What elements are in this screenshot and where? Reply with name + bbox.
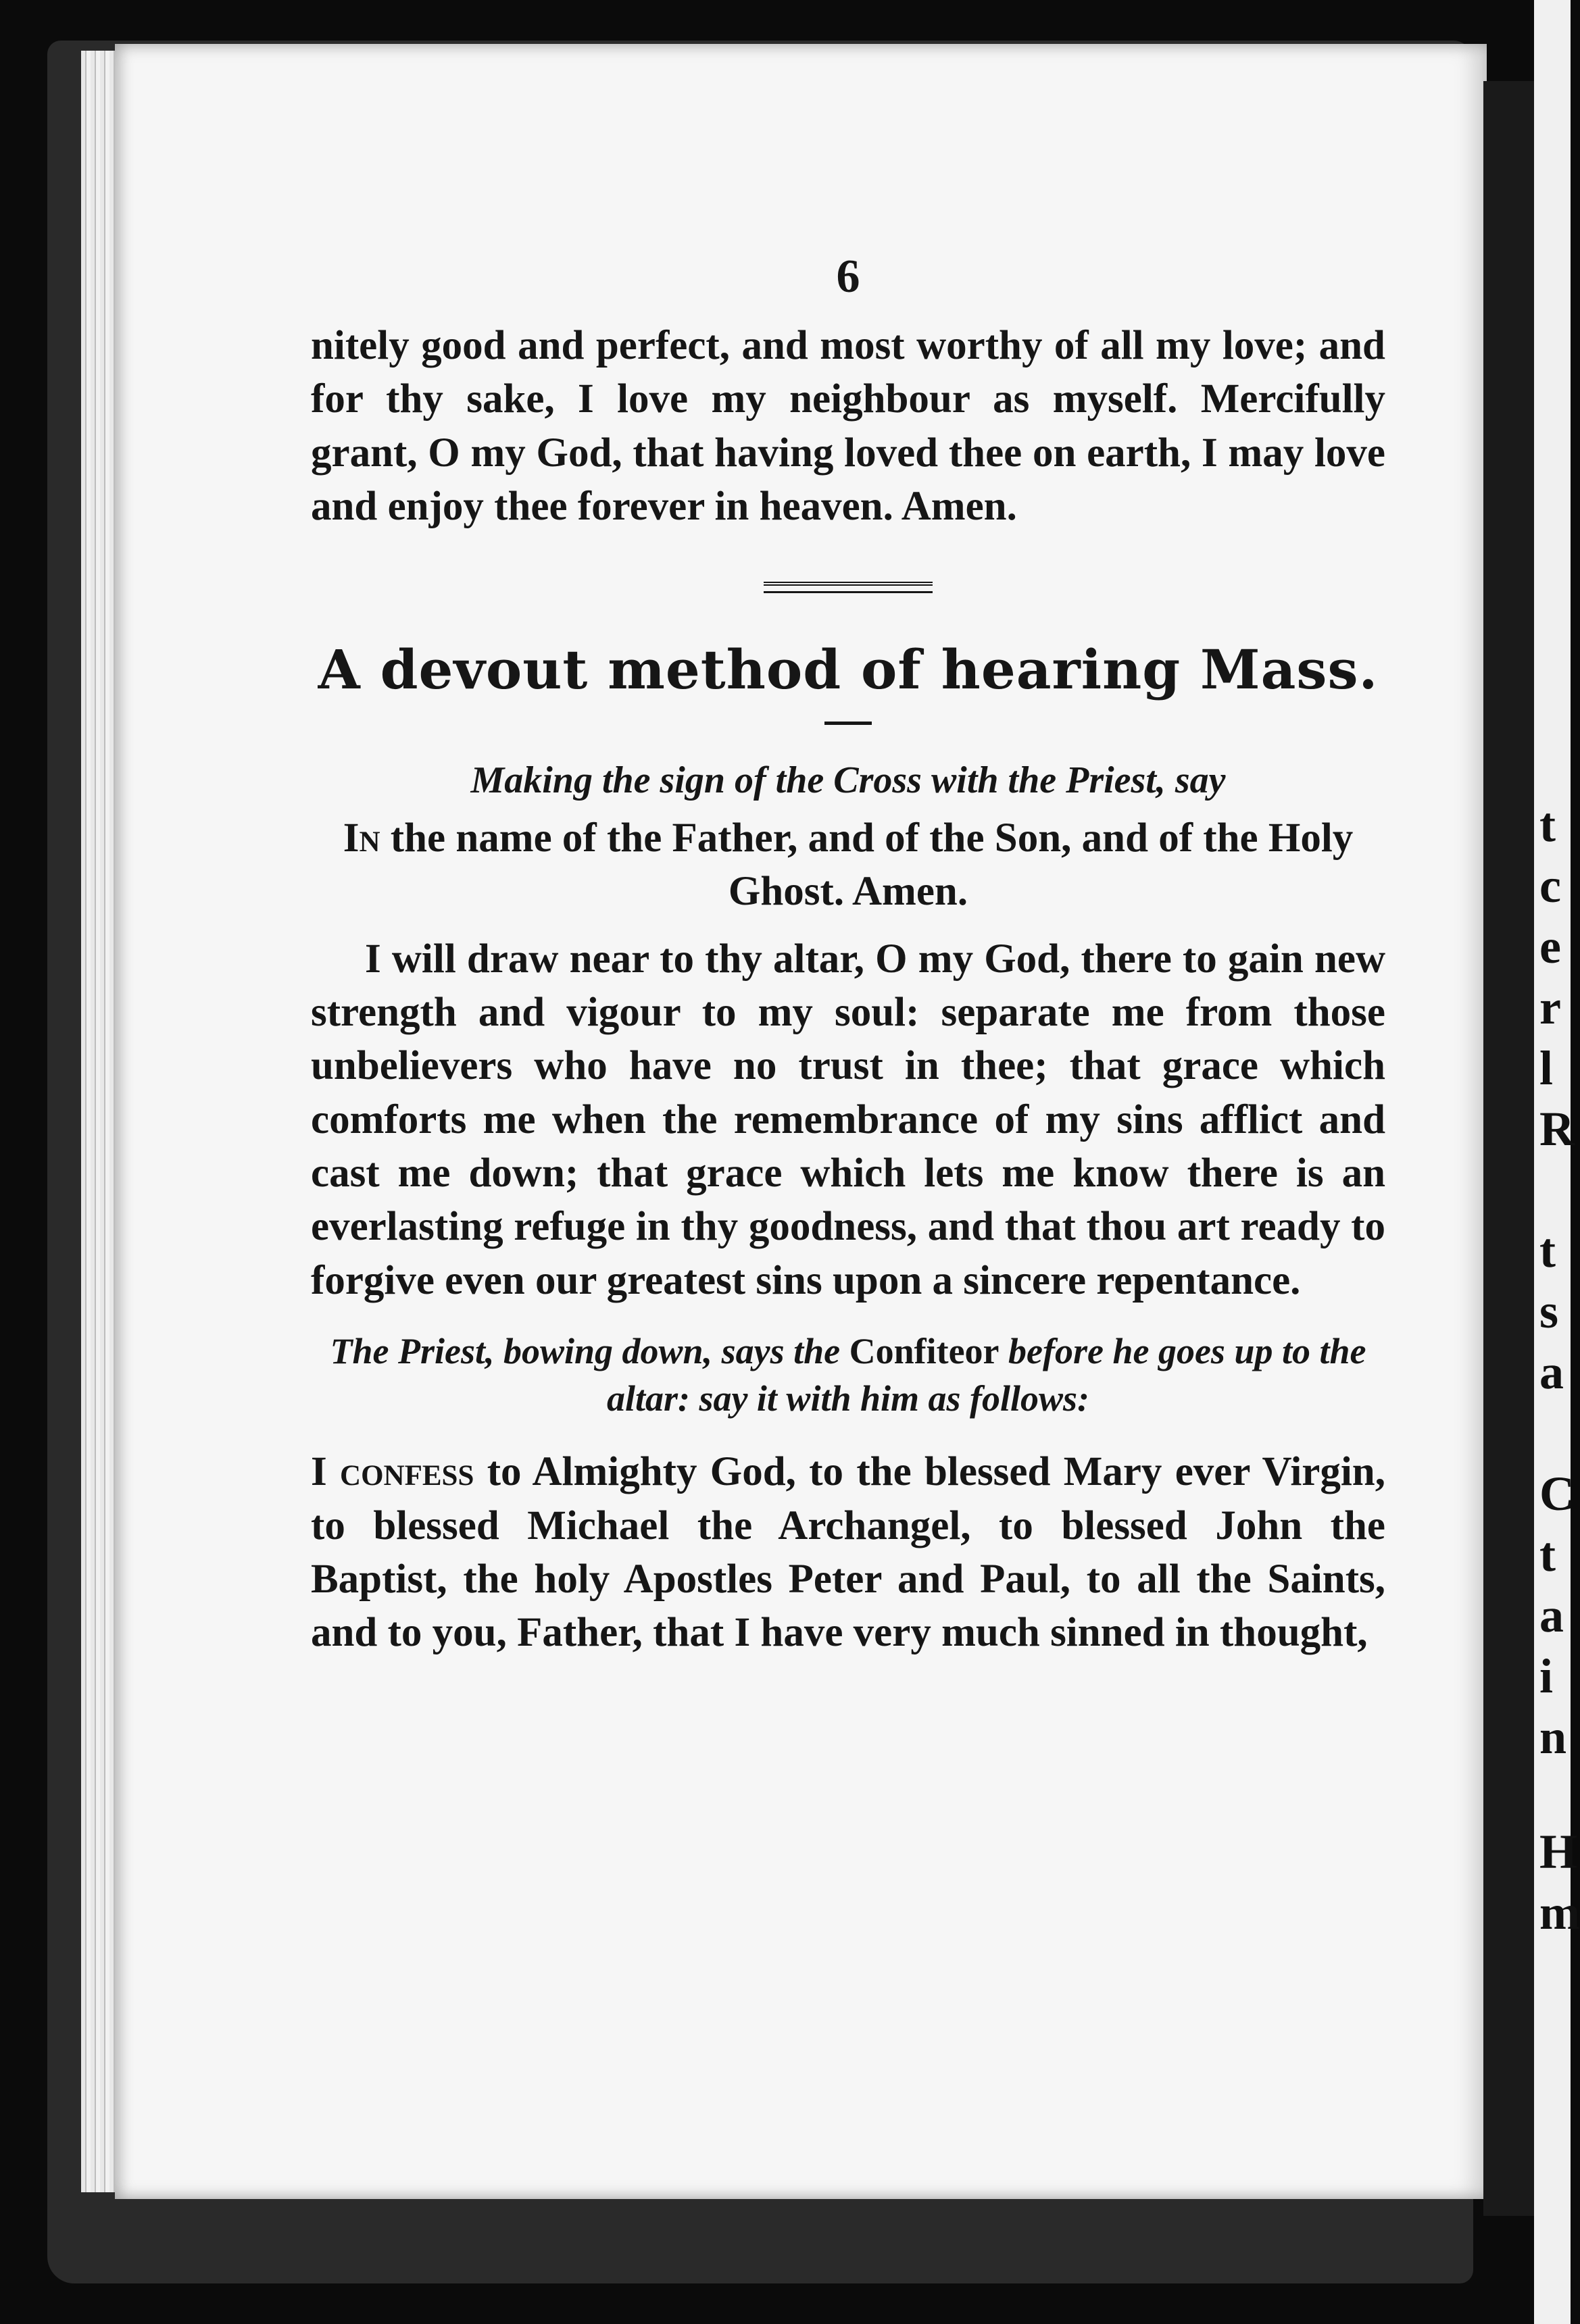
adjacent-letter: c [1539, 859, 1561, 913]
adjacent-letter: a [1539, 1345, 1564, 1399]
rubric-text-before: The Priest, bowing down, says the [330, 1330, 849, 1371]
sign-of-cross-prayer [311, 811, 1385, 919]
rubric-sign-of-cross: Making the sign of the Cross with the Priest, say [470, 759, 1226, 802]
closing-prayer-paragraph: nitely good and perfect, and most worthy of all my love; and for thy sake, I love my neighbour as myself. Mercifully grant, O my God, that having loved thee on earth, I may love and enjoy thee forever in heaven. Amen. [311, 323, 1385, 529]
page-number: 6 [836, 251, 860, 303]
sign-of-cross-text: the name of the Father, and of the Son, and of the Holy Ghost. Amen. [380, 815, 1354, 915]
confiteor-paragraph [311, 1445, 1385, 1659]
adjacent-letter: t [1539, 798, 1556, 852]
rubric-text-after: before he goes up to the altar: say it with him as follows: [606, 1330, 1366, 1419]
adjacent-letter: n [1539, 1710, 1567, 1764]
altar-prayer-paragraph: I will draw near to thy altar, O my God, there to gain new strength and vigour to my soul: separate me from those unbelievers who have no trust in thee; that grace which comforts me when the remembrance of my sins afflict and cast me down; that grace which lets me know there is an everlasting refuge in thy goodness, and that thou art ready to forgive even our greatest sins upon a sincere repentance. [311, 936, 1385, 1303]
adjacent-letter: m [1539, 1886, 1580, 1940]
adjacent-letter: R [1539, 1102, 1575, 1156]
adjacent-letter: l [1539, 1041, 1554, 1095]
section-divider [764, 582, 933, 593]
adjacent-letter: t [1539, 1223, 1556, 1278]
adjacent-letter: i [1539, 1649, 1554, 1703]
adjacent-letter: a [1539, 1588, 1564, 1642]
confiteor-lead: I confess [311, 1449, 474, 1495]
adjacent-letter: s [1539, 1284, 1559, 1338]
page-text [311, 250, 1385, 1659]
adjacent-letter: e [1539, 919, 1561, 974]
rubric-confiteor-word: Confiteor [849, 1330, 999, 1371]
rubric-confiteor [311, 1328, 1385, 1422]
section-heading: A devout method of hearing Mass. [318, 638, 1379, 702]
adjacent-letter: r [1539, 980, 1561, 1034]
fore-edge [1483, 81, 1534, 2216]
drop-word: In [343, 815, 380, 861]
adjacent-page-strip [1534, 0, 1580, 2324]
adjacent-letter: H [1539, 1825, 1578, 1879]
adjacent-letter: C [1539, 1467, 1575, 1521]
confiteor-text: to Almighty God, to the blessed Mary ever Virgin, to blessed Michael the Archangel, to blessed John the Baptist, the holy Apostles Peter and Paul, to all the Saints, and to you, Father, that I have very much sinned in thought, [311, 1449, 1385, 1656]
heading-rule [824, 722, 872, 725]
adjacent-letter: t [1539, 1527, 1556, 1582]
